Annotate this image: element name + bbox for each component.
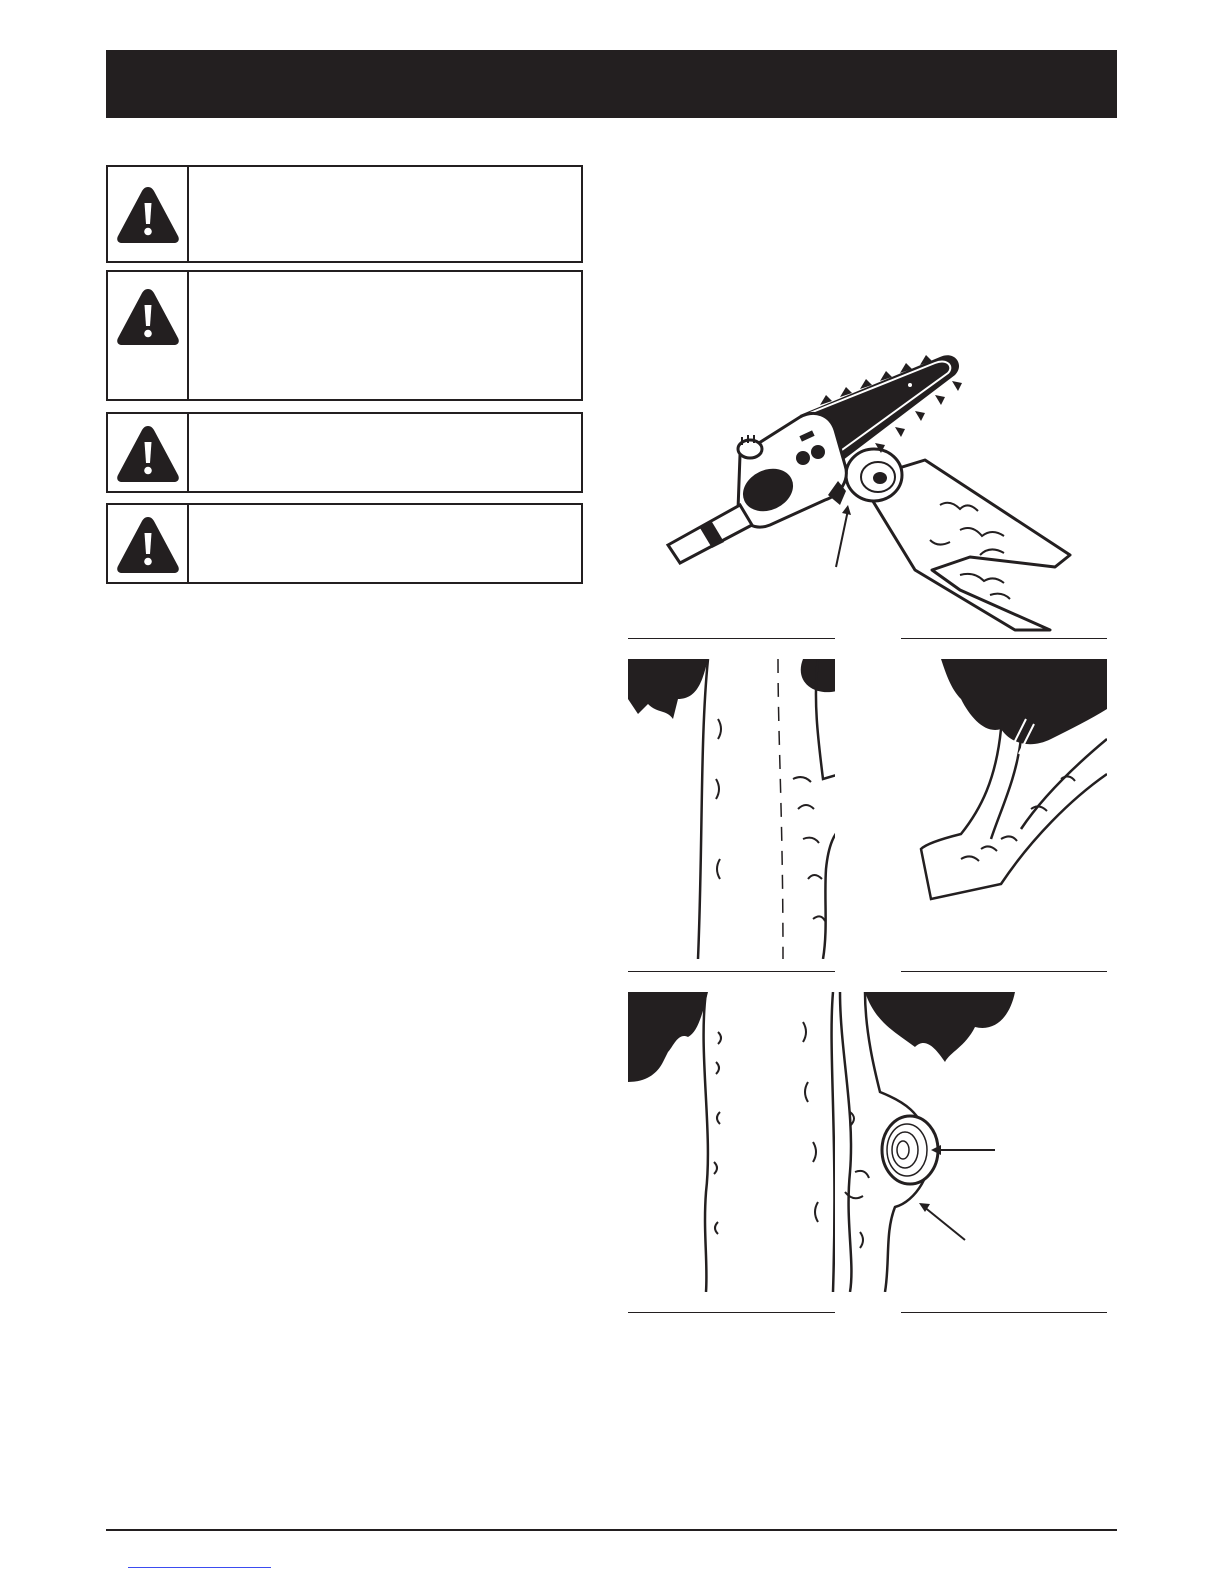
warning-text-2 (189, 272, 581, 399)
warning-triangle-icon (108, 414, 189, 491)
section-header-bar (106, 50, 1117, 118)
warning-text-1 (189, 167, 581, 261)
warning-box-4 (106, 503, 583, 584)
warning-box-1 (106, 165, 583, 263)
footer-link-underline[interactable] (128, 1567, 271, 1568)
trunk-illustration (628, 992, 835, 1292)
warning-triangle-icon (108, 167, 189, 261)
pole-saw-illustration (660, 345, 1080, 635)
warning-box-2 (106, 270, 583, 401)
warning-triangle-icon (108, 272, 189, 399)
figure-rule (901, 1312, 1107, 1313)
footer-rule (106, 1529, 1117, 1531)
warning-box-3 (106, 412, 583, 493)
figure-rule (901, 971, 1107, 972)
figure-rule (628, 638, 835, 639)
branch-undercut-illustration (628, 659, 835, 959)
figure-rule (901, 638, 1107, 639)
warning-text-4 (189, 505, 581, 582)
branch-collar-illustration (835, 992, 1107, 1292)
branch-falling-illustration (901, 659, 1107, 959)
figure-rule (628, 1312, 835, 1313)
figure-rule (628, 971, 835, 972)
warning-triangle-icon (108, 505, 189, 582)
warning-text-3 (189, 414, 581, 491)
